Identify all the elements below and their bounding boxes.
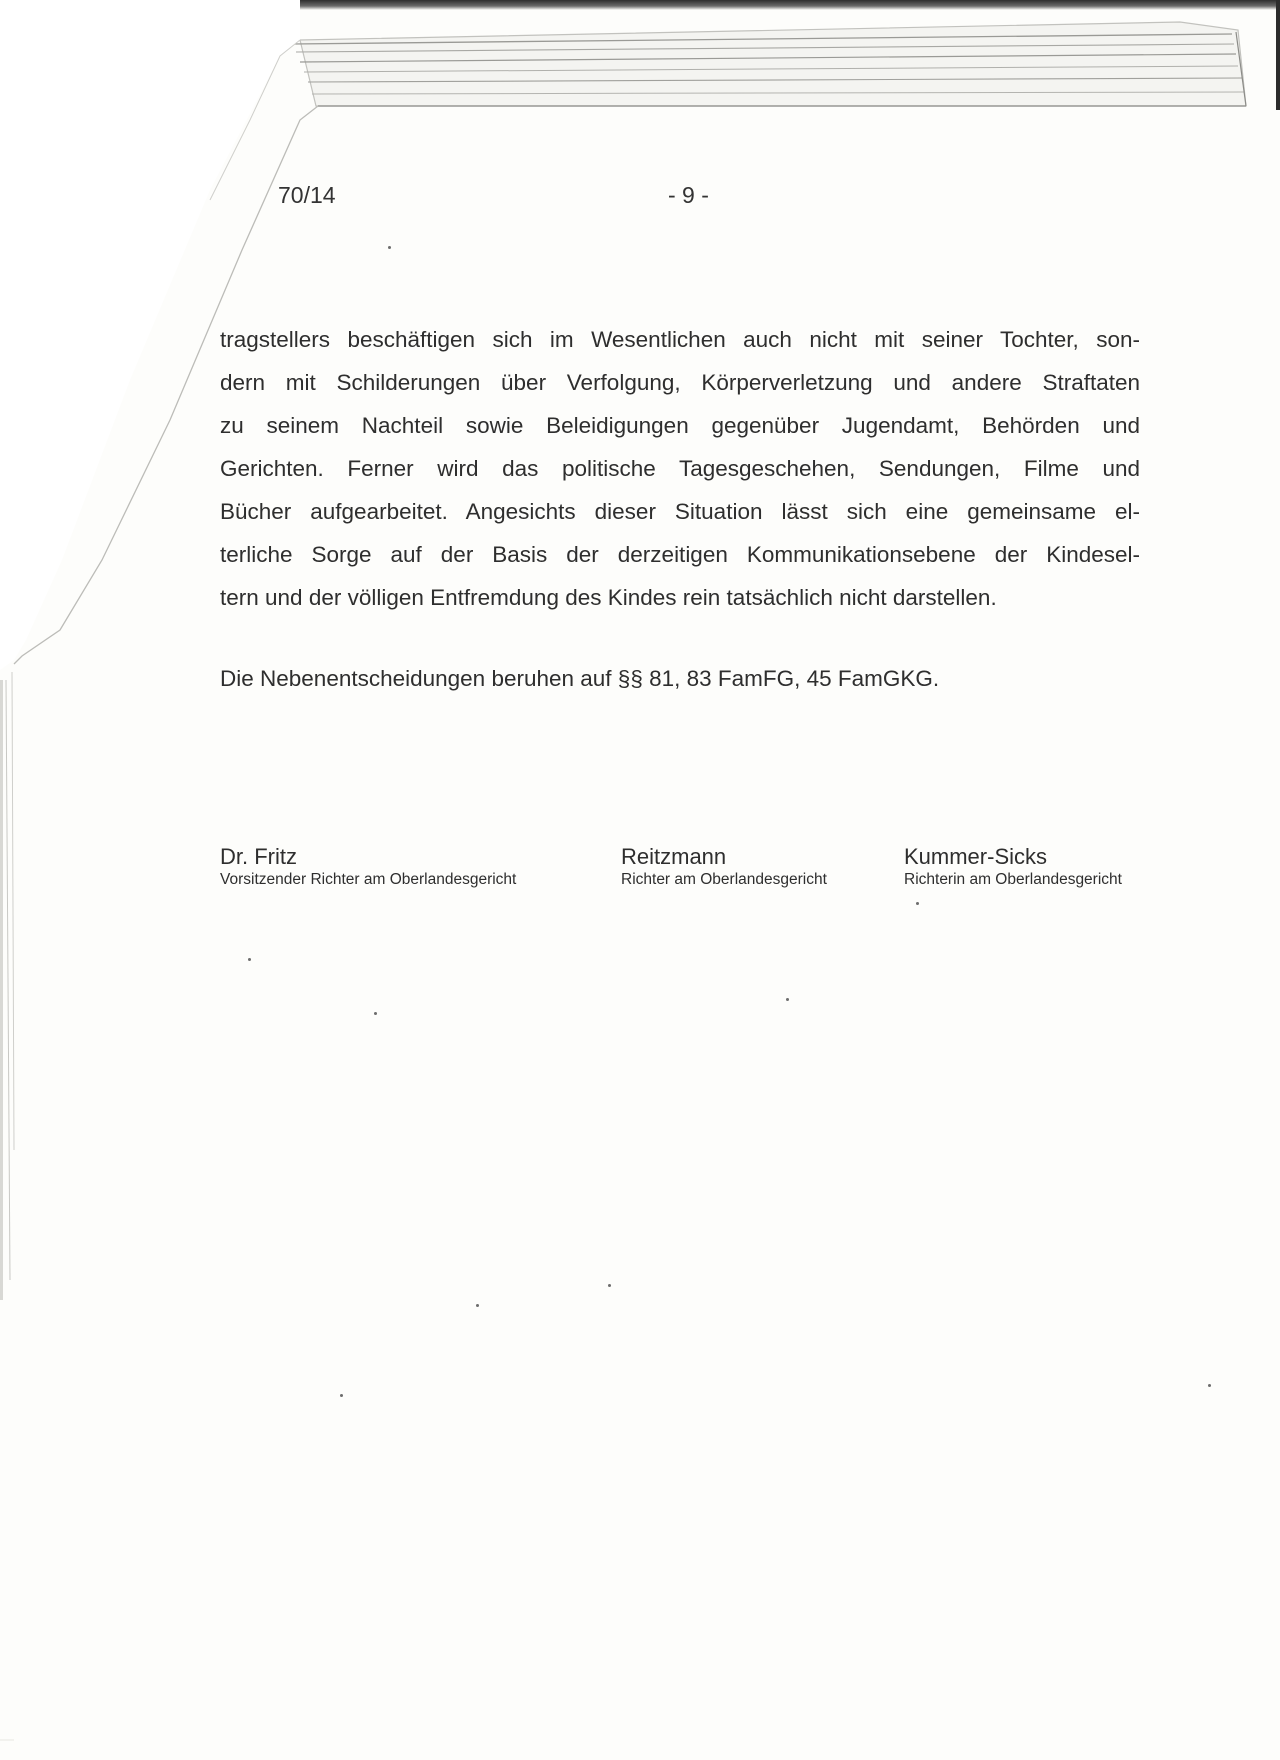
case-number: 70/14 xyxy=(278,182,336,208)
closing-sentence: Die Nebenentscheidungen beruhen auf §§ 81, 83 FamFG, 45 FamGKG. xyxy=(220,666,940,691)
paragraph-line: terliche Sorge auf der Basis der derzeitigen Kommunikationsebene der Kindesel- xyxy=(220,542,1140,567)
scan-speck xyxy=(388,246,391,249)
signer-title: Richterin am Oberlandesgericht xyxy=(904,871,1122,888)
signature-block-presiding-judge xyxy=(220,844,516,890)
paragraph-line: tern und der völligen Entfremdung des Kindes rein tatsächlich nicht darstellen. xyxy=(220,585,997,610)
scan-speck xyxy=(608,1284,611,1287)
scan-speck xyxy=(476,1304,479,1307)
signature-block-judge xyxy=(904,844,1122,890)
paragraph-line: tragstellers beschäftigen sich im Wesentlichen auch nicht mit seiner Tochter, son- xyxy=(220,327,1140,352)
paragraph-line: zu seinem Nachteil sowie Beleidigungen gegenüber Jugendamt, Behörden und xyxy=(220,413,1140,438)
scan-speck xyxy=(786,998,789,1001)
signer-title: Richter am Oberlandesgericht xyxy=(621,871,827,888)
scan-speck xyxy=(248,958,251,961)
scan-speck xyxy=(1208,1384,1211,1387)
paragraph-line: Gerichten. Ferner wird das politische Tagesgeschehen, Sendungen, Filme und xyxy=(220,456,1140,481)
page-number: - 9 - xyxy=(668,182,709,208)
scan-speck xyxy=(340,1394,343,1397)
signature-block-judge xyxy=(621,844,827,890)
paragraph-line: Bücher aufgearbeitet. Angesichts dieser Situation lässt sich eine gemeinsame el- xyxy=(220,499,1140,524)
body-paragraph xyxy=(220,318,1140,619)
paragraph-line: dern mit Schilderungen über Verfolgung, Körperverletzung und andere Straftaten xyxy=(220,370,1140,395)
signer-name: Reitzmann xyxy=(621,844,727,869)
signer-name: Dr. Fritz xyxy=(220,844,297,869)
scan-speck xyxy=(916,902,919,905)
signer-name: Kummer-Sicks xyxy=(904,844,1048,869)
signer-title: Vorsitzender Richter am Oberlandesgericht xyxy=(220,871,517,888)
scan-speck xyxy=(374,1012,377,1015)
